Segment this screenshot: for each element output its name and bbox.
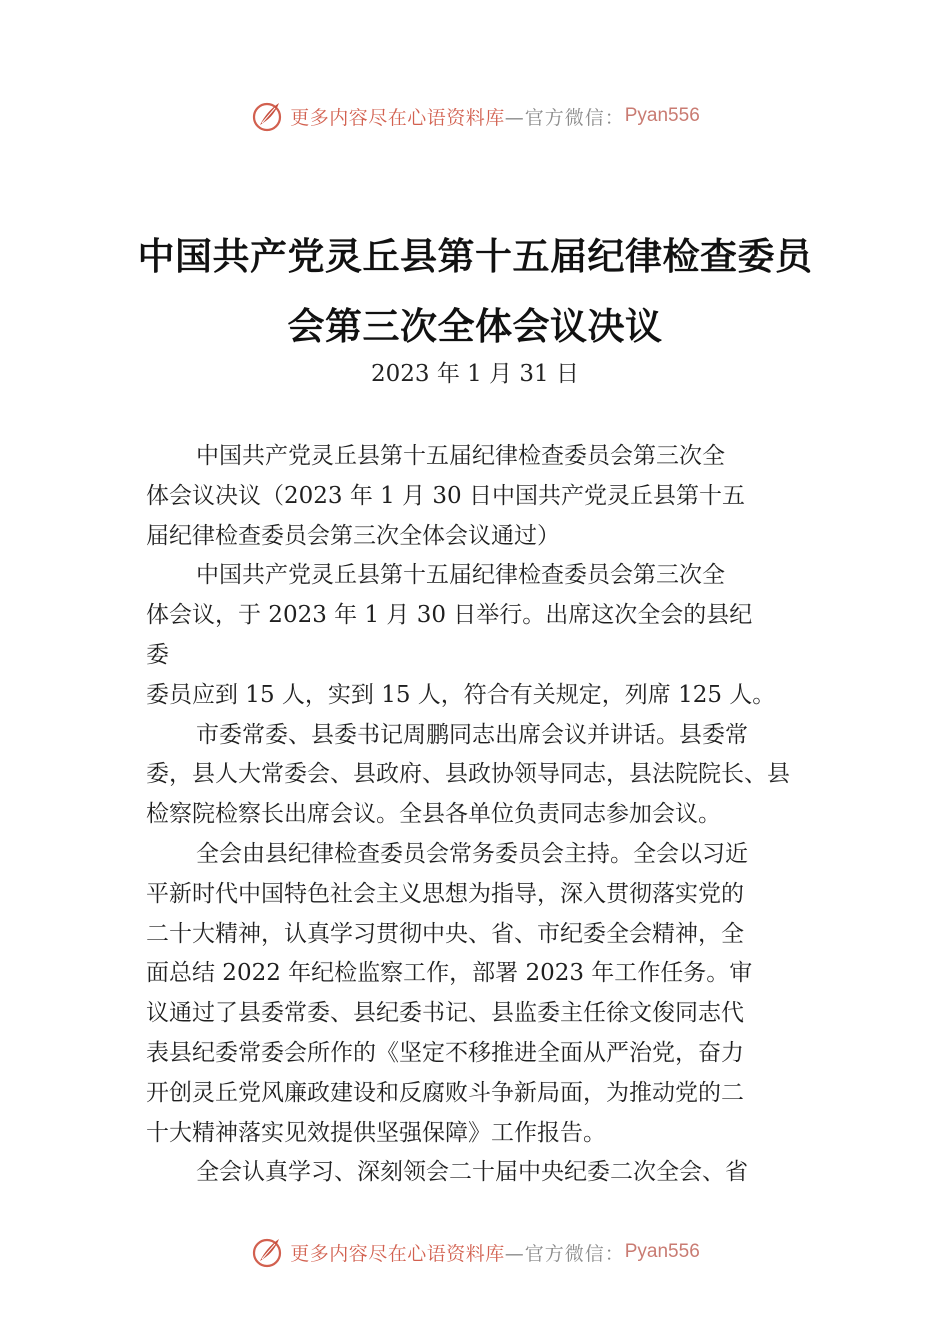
body-line: 体会议决议（2023 年 1 月 30 日中国共产党灵丘县第十五 (146, 482, 745, 509)
body-line: 全会认真学习、深刻领会二十届中央纪委二次全会、省 (196, 1159, 748, 1186)
document-date: 2023 年 1 月 31 日 (371, 361, 579, 387)
body-line: 面总结 2022 年纪检监察工作，部署 2023 年工作任务。审 (146, 960, 753, 987)
feather-pen-logo-icon (250, 1235, 284, 1269)
body-line: 十大精神落实见效提供坚强保障》工作报告。 (146, 1119, 606, 1146)
body-line: 届纪律检查委员会第三次全体会议通过） (146, 522, 560, 549)
watermark-wechat-id: Pyan556 (624, 1241, 700, 1262)
body-line: 委员应到 15 人，实到 15 人，符合有关规定，列席 125 人。 (146, 681, 776, 708)
body-line: 检察院检察长出席会议。全县各单位负责同志参加会议。 (146, 801, 721, 828)
body-line: 中国共产党灵丘县第十五届纪律检查委员会第三次全 (196, 443, 725, 469)
watermark-separator: —官方微信： (504, 106, 625, 129)
body-line: 体会议，于 2023 年 1 月 30 日举行。出席这次全会的县纪 (146, 602, 753, 629)
body-line: 平新时代中国特色社会主义思想为指导，深入贯彻落实党的 (146, 880, 744, 907)
body-line: 二十大精神，认真学习贯彻中央、省、市纪委全会精神，全 (146, 920, 744, 947)
body-line: 全会由县纪律检查委员会常务委员会主持。全会以习近 (196, 840, 748, 867)
watermark-site-name: 更多内容尽在心语资料库 (290, 1242, 505, 1265)
document-body (146, 437, 826, 1193)
footer-watermark (0, 1232, 950, 1272)
header-watermark (0, 96, 950, 136)
body-line: 中国共产党灵丘县第十五届纪律检查委员会第三次全 (196, 562, 725, 589)
body-line: 开创灵丘党风廉政建设和反腐败斗争新局面，为推动党的二 (146, 1079, 744, 1106)
body-line: 市委常委、县委书记周鹏同志出席会议并讲话。县委常 (196, 721, 748, 748)
body-line: 议通过了县委常委、县纪委书记、县监委主任徐文俊同志代 (146, 1000, 744, 1027)
watermark-site-name: 更多内容尽在心语资料库 (290, 106, 505, 129)
body-line: 委，县人大常委会、县政府、县政协领导同志，县法院院长、县 (146, 761, 790, 788)
document-title-line-2: 会第三次全体会议决议 (287, 304, 663, 348)
watermark-separator: —官方微信： (504, 1242, 625, 1265)
document-title-line-1: 中国共产党灵丘县第十五届纪律检查委员 (137, 234, 813, 278)
feather-pen-logo-icon (250, 99, 284, 133)
watermark-wechat-id: Pyan556 (624, 105, 700, 126)
body-line: 表县纪委常委会所作的《坚定不移推进全面从严治党，奋力 (146, 1039, 744, 1066)
body-line: 委 (146, 641, 169, 668)
